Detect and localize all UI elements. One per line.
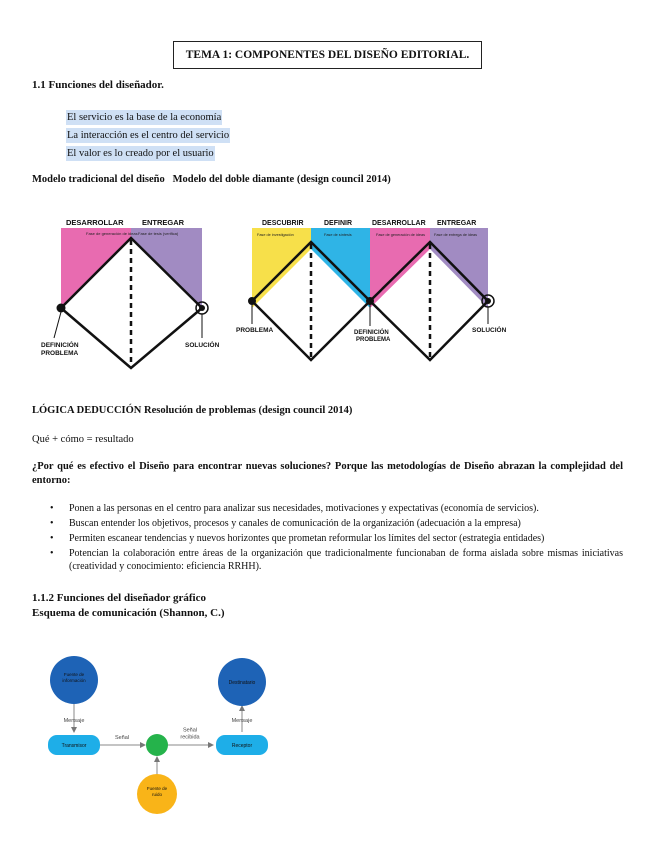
highlight-line: El valor es lo creado por el usuario [67, 148, 214, 159]
transmitter-label: Transmisor [61, 743, 87, 749]
formula: Qué + cómo = resultado [32, 434, 134, 445]
start-node [248, 297, 256, 305]
phase-label: DESCUBRIR [262, 220, 304, 227]
bullet-icon: • [50, 548, 54, 559]
start-label: PROBLEMA [236, 327, 274, 334]
highlight-line: El servicio es la base de la economía [67, 112, 222, 123]
start-pointer [54, 312, 61, 338]
phase-label: DESARROLLAR [66, 218, 124, 227]
question-paragraph: ¿Por qué es efectivo el Diseño para encontrar nuevas soluciones? Porque las metodologías de Diseño abrazan la complejidad del entorno: [32, 461, 623, 486]
message-label: Mensaje [63, 718, 85, 724]
phase-sub-label: Fase de síntesis [324, 233, 352, 237]
bullet-icon: • [50, 503, 54, 514]
models-heading: Modelo tradicional del diseño Modelo del doble diamante (design council 2014) [32, 174, 391, 185]
double-diamond-diagram [230, 210, 510, 370]
shannon-diagram [40, 650, 280, 815]
phase-label: DEFINIR [324, 220, 352, 227]
end-label: SOLUCIÓN [185, 342, 220, 349]
list-item-text: Ponen a las personas en el centro para analizar sus necesidades, motivaciones y expectativas (economía de servicios). [69, 503, 539, 514]
phase-sub-label: Fase de generación de ideas [86, 231, 138, 236]
phase-sub-label: Fase de entrega de ideas [434, 233, 478, 237]
list-item [50, 517, 640, 530]
list-item-text: Potencian la colaboración entre áreas de la organización que tradicionalmente funcionaban de forma aislada sobre mismas iniciativas (creatividad y conocimiento: eficiencia RRHH). [69, 548, 623, 572]
source-label: Fuente de información [62, 672, 86, 683]
logic-heading: LÓGICA DEDUCCIÓN Resolución de problemas (design council 2014) [32, 405, 353, 416]
signal-label: Señal [114, 735, 130, 741]
channel-node [146, 734, 168, 756]
message-label: Mensaje [231, 718, 253, 724]
phase-sub-label: Fase de tesis (verifica) [138, 231, 179, 236]
highlight-line: La interacción es el centro del servicio [67, 130, 230, 141]
page-title: TEMA 1: COMPONENTES DEL DISEÑO EDITORIAL. [173, 41, 482, 69]
section-heading-1-1: 1.1 Funciones del diseñador. [32, 79, 164, 91]
list-item-text: Buscan entender los objetivos, procesos y canales de comunicación de la organización (adecuación a la empresa) [69, 518, 521, 529]
phase-sub-label: Fase de investigación [257, 233, 294, 237]
highlight-list [66, 107, 230, 161]
bullet-icon: • [50, 518, 54, 529]
phase-label: ENTREGAR [142, 218, 185, 227]
traditional-model-diagram [30, 210, 230, 370]
phase-label: ENTREGAR [437, 220, 477, 227]
start-node [57, 304, 66, 313]
destination-label: Destinatario [228, 680, 256, 686]
list-item [50, 502, 640, 515]
start-label: DEFINICIÓN [41, 342, 79, 349]
section-heading-1-1-2: 1.1.2 Funciones del diseñador gráfico [32, 592, 206, 604]
receiver-label: Receptor [231, 743, 253, 749]
mid-label: PROBLEMA [356, 337, 391, 343]
received-signal-label: Señal recibida [180, 727, 200, 741]
schema-heading: Esquema de comunicación (Shannon, C.) [32, 607, 225, 619]
end-node [485, 298, 491, 304]
list-item [50, 547, 640, 575]
list-item-text: Permiten escanear tendencias y nuevos horizontes que prometan reformular los límites del sector (estrategia entidades) [69, 533, 545, 544]
phase-sub-label: Fase de generación de ideas [376, 233, 425, 237]
phase-label: DESARROLLAR [372, 220, 426, 227]
bullet-icon: • [50, 533, 54, 544]
end-label: SOLUCIÓN [472, 327, 507, 334]
mid-label: DEFINICIÓN [354, 330, 389, 336]
mid-node [366, 297, 374, 305]
start-label: PROBLEMA [41, 350, 79, 357]
list-item [50, 532, 640, 545]
noise-label: Fuente de ruido [146, 786, 168, 797]
end-node [199, 305, 205, 311]
